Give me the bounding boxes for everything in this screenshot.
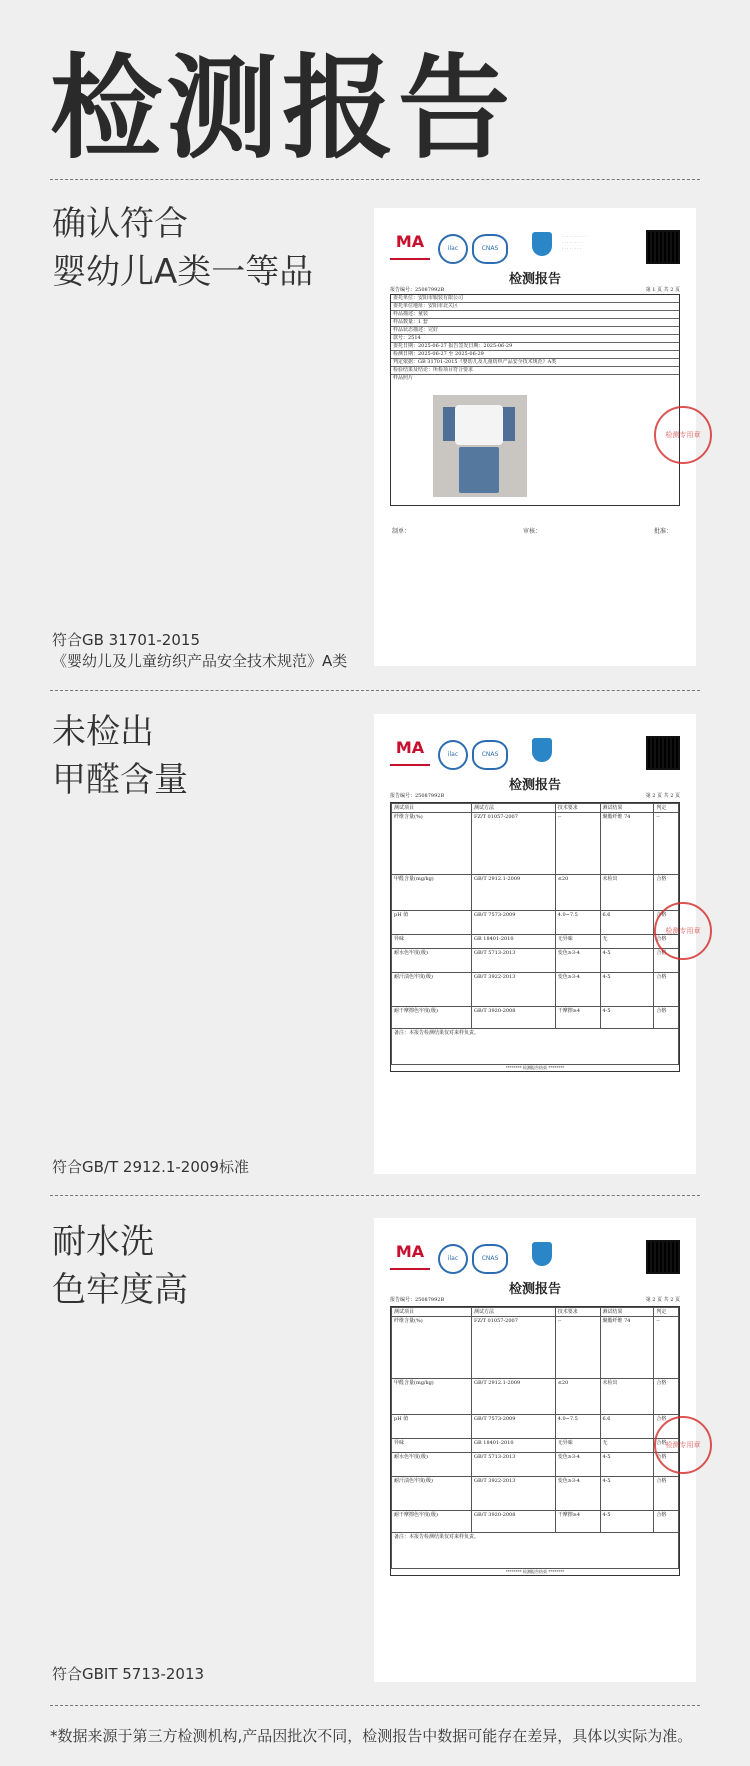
note-line-2: 《婴幼儿及儿童纺织产品安全技术规范》A类 xyxy=(52,652,348,670)
cell: GB/T 3920-2008 xyxy=(472,1511,556,1533)
cell: 无 xyxy=(600,1439,654,1453)
table-row xyxy=(392,973,679,1007)
cell: 合格 xyxy=(654,1415,679,1439)
cell: 甲醛含量(mg/kg) xyxy=(392,1379,472,1415)
cell: 合格 xyxy=(654,1007,679,1029)
cell: GB/T 2912.1-2009 xyxy=(472,875,556,911)
remark-cell: 备注：本报告检测结果仅对来样负责。 xyxy=(392,1029,679,1065)
report-image-page1 xyxy=(374,208,701,666)
cell: 耐汗渍色牢度(级) xyxy=(392,1477,472,1511)
cell: 干摩擦≥4 xyxy=(555,1007,600,1029)
certification-shield-icon xyxy=(532,232,552,256)
report-meta xyxy=(390,1296,680,1303)
report-image-page2-copy xyxy=(374,1218,701,1682)
page-indicator: 第 2 页 共 2 页 xyxy=(645,1297,680,1303)
report-title: 检测报告 xyxy=(508,778,561,793)
report-end-marker: ******** 检测报告结束 ******** xyxy=(505,1569,565,1574)
table-header: 判定 xyxy=(654,1308,679,1317)
cell: GB/T 7573-2009 xyxy=(472,911,556,935)
cell: -- xyxy=(654,1317,679,1379)
cnas-logo: CNAS xyxy=(472,234,508,264)
table-row xyxy=(392,1453,679,1477)
cell: 合格 xyxy=(654,1439,679,1453)
cell: 未检出 xyxy=(600,875,654,911)
cell: 4-5 xyxy=(600,1007,654,1029)
cell: 聚酯纤维 74 xyxy=(600,1317,654,1379)
ilac-mra-logo: ilac xyxy=(438,740,468,770)
report-logos xyxy=(390,230,686,264)
cell: GB 18401-2010 xyxy=(472,935,556,949)
cell: 合格 xyxy=(654,1511,679,1533)
table-row: 检测日期：2025-06-27 至 2025-06-29 xyxy=(391,351,679,359)
official-stamp: 检测专用章 xyxy=(654,406,712,464)
cell: 4-5 xyxy=(600,1511,654,1533)
qr-code xyxy=(646,1240,680,1274)
cell: 4.0~7.5 xyxy=(555,1415,600,1439)
signature-row xyxy=(392,526,672,535)
cell: 4.0~7.5 xyxy=(555,911,600,935)
note-line-1: 符合GB 31701-2015 xyxy=(52,631,200,649)
cell: 变色≥3-4 xyxy=(555,1453,600,1477)
table-row xyxy=(392,1511,679,1533)
table-row xyxy=(392,1415,679,1439)
table-row: 委托单位：安阳市服装有限公司 xyxy=(391,295,679,303)
cell: 4-5 xyxy=(600,949,654,973)
remark-cell: 备注：本报告检测结果仅对来样负责。 xyxy=(392,1533,679,1569)
cell: 无 xyxy=(600,935,654,949)
report-logos xyxy=(390,1240,686,1274)
cell: 甲醛含量(mg/kg) xyxy=(392,875,472,911)
report-end-marker: ******** 检测报告结束 ******** xyxy=(505,1065,565,1070)
cell: GB/T 3922-2013 xyxy=(472,973,556,1007)
table-row xyxy=(392,1029,679,1065)
cell: 耐汗渍色牢度(级) xyxy=(392,973,472,1007)
report-number: 报告编号：25087992B xyxy=(390,1297,445,1303)
cell: GB/T 2912.1-2009 xyxy=(472,1379,556,1415)
cell: 4-5 xyxy=(600,973,654,1007)
report-meta xyxy=(390,286,680,293)
report-title: 检测报告 xyxy=(508,1282,561,1297)
table-header: 测试结果 xyxy=(600,1308,654,1317)
cell: 6.6 xyxy=(600,911,654,935)
table-row: 样品描述：童装 xyxy=(391,311,679,319)
table-row xyxy=(392,1007,679,1029)
cell: ≤20 xyxy=(555,875,600,911)
certification-shield-icon xyxy=(532,738,552,762)
cnas-logo: CNAS xyxy=(472,740,508,770)
page-indicator: 第 1 页 共 2 页 xyxy=(645,287,680,293)
cell: 无异味 xyxy=(555,1439,600,1453)
report-number: 报告编号：25087992B xyxy=(390,287,445,293)
table-row: 样品照片 xyxy=(393,375,414,381)
cell: FZ/T 01057-2007 xyxy=(472,813,556,875)
test-results-table xyxy=(390,1306,680,1576)
section-heading xyxy=(52,708,188,804)
table-row: 委托日期：2025-06-27 报告签发日期：2025-06-29 xyxy=(391,343,679,351)
sample-shirt xyxy=(455,405,503,445)
cell: 合格 xyxy=(654,935,679,949)
cma-logo: MA xyxy=(390,1242,430,1270)
cell: 6.6 xyxy=(600,1415,654,1439)
cell: 变色≥3-4 xyxy=(555,949,600,973)
cell: 4-5 xyxy=(600,1477,654,1511)
table-header: 测试结果 xyxy=(600,804,654,813)
cell: GB/T 7573-2009 xyxy=(472,1415,556,1439)
cell: 合格 xyxy=(654,911,679,935)
table-header: 技术要求 xyxy=(555,1308,600,1317)
cell: 耐水色牢度(级) xyxy=(392,949,472,973)
page-title: 检测报告 xyxy=(50,44,514,174)
signature-label: 审核： xyxy=(522,528,541,535)
report-image-page2 xyxy=(374,714,701,1174)
cell: pH 值 xyxy=(392,1415,472,1439)
report-logos xyxy=(390,736,686,770)
sample-photo xyxy=(433,395,527,497)
table-row xyxy=(392,949,679,973)
table-row xyxy=(392,1439,679,1453)
section-heading xyxy=(52,200,313,296)
divider xyxy=(50,690,700,691)
table-header: 技术要求 xyxy=(555,804,600,813)
sample-sleeve xyxy=(501,407,515,441)
heading-line-1: 耐水洗 xyxy=(52,1222,154,1262)
table-row xyxy=(392,935,679,949)
cell: 异味 xyxy=(392,935,472,949)
cell: -- xyxy=(555,813,600,875)
cell: 耐干摩擦色牢度(级) xyxy=(392,1007,472,1029)
certification-shield-icon xyxy=(532,1242,552,1266)
signature-label: 批准： xyxy=(653,528,672,535)
cell: GB/T 3922-2013 xyxy=(472,1477,556,1511)
table-row xyxy=(392,813,679,875)
table-header: 测试方法 xyxy=(472,804,556,813)
cma-logo: MA xyxy=(390,232,430,260)
cell: 合格 xyxy=(654,949,679,973)
section-formaldehyde xyxy=(0,692,750,1192)
section-note xyxy=(52,630,347,672)
cell: 无异味 xyxy=(555,935,600,949)
table-row: 判定依据：GB 31701-2015《婴幼儿及儿童纺织产品安全技术规范》A类 xyxy=(391,359,679,367)
cell: 耐干摩擦色牢度(级) xyxy=(392,1511,472,1533)
report-number: 报告编号：25087992B xyxy=(390,793,445,799)
signature-label: 制单： xyxy=(392,528,411,535)
heading-line-1: 确认符合 xyxy=(52,204,188,244)
report-title: 检测报告 xyxy=(508,272,561,287)
table-row: 检验结果及结论：所检项目符合要求 xyxy=(391,367,679,375)
cell: 合格 xyxy=(654,973,679,1007)
report-info-table xyxy=(390,294,680,506)
cell: 合格 xyxy=(654,1477,679,1511)
cell: -- xyxy=(654,813,679,875)
table-header: 判定 xyxy=(654,804,679,813)
table-header: 测试方法 xyxy=(472,1308,556,1317)
lab-contact-info: · · · · · · · · · · · · · · · · · · · · · · · · · · · xyxy=(562,234,587,251)
ilac-mra-logo: ilac xyxy=(438,1244,468,1274)
cell: GB/T 5713-2013 xyxy=(472,949,556,973)
cnas-logo: CNAS xyxy=(472,1244,508,1274)
qr-code xyxy=(646,230,680,264)
table-row xyxy=(392,875,679,911)
cma-logo: MA xyxy=(390,738,430,766)
official-stamp: 检测专用章 xyxy=(654,1416,712,1474)
cell: 聚酯纤维 74 xyxy=(600,813,654,875)
section-a-class xyxy=(0,180,750,690)
disclaimer-footer: *数据来源于第三方检测机构,产品因批次不同，检测报告中数据可能存在差异，具体以实际为准。 xyxy=(50,1727,693,1745)
table-row xyxy=(392,1317,679,1379)
cell: 合格 xyxy=(654,1453,679,1477)
cell: 纤维含量(%) xyxy=(392,813,472,875)
divider xyxy=(50,1705,700,1706)
note-line-1: 符合GB/T 2912.1-2009标准 xyxy=(52,1158,249,1176)
report-meta xyxy=(390,792,680,799)
cell: 耐水色牢度(级) xyxy=(392,1453,472,1477)
section-washfastness xyxy=(0,1198,750,1698)
section-note xyxy=(52,1157,249,1178)
cell: FZ/T 01057-2007 xyxy=(472,1317,556,1379)
table-row: 样品状态描述：完好 xyxy=(391,327,679,335)
table-row: 样品数量：1 套 xyxy=(391,319,679,327)
test-results-table xyxy=(390,802,680,1072)
cell: 未检出 xyxy=(600,1379,654,1415)
heading-line-2: 色牢度高 xyxy=(52,1270,188,1310)
sample-pants xyxy=(459,447,499,493)
table-row: 委托单位地址：安阳市北关区 xyxy=(391,303,679,311)
heading-line-2: 甲醛含量 xyxy=(52,760,188,800)
table-row xyxy=(392,1477,679,1511)
table-row: 款号：2514 xyxy=(391,335,679,343)
page-indicator: 第 2 页 共 2 页 xyxy=(645,793,680,799)
note-line-1: 符合GBIT 5713-2013 xyxy=(52,1665,205,1683)
cell: 变色≥3-4 xyxy=(555,1477,600,1511)
table-header: 测试项目 xyxy=(392,1308,472,1317)
cell: 干摩擦≥4 xyxy=(555,1511,600,1533)
cell: 4-5 xyxy=(600,1453,654,1477)
cell: 纤维含量(%) xyxy=(392,1317,472,1379)
table-row xyxy=(392,1533,679,1569)
cell: 合格 xyxy=(654,1379,679,1415)
cell: 变色≥3-4 xyxy=(555,973,600,1007)
table-row xyxy=(392,911,679,935)
cell: pH 值 xyxy=(392,911,472,935)
section-heading xyxy=(52,1218,188,1314)
cell: ≤20 xyxy=(555,1379,600,1415)
cell: 合格 xyxy=(654,875,679,911)
official-stamp: 检测专用章 xyxy=(654,902,712,960)
ilac-mra-logo: ilac xyxy=(438,234,468,264)
cell: GB/T 5713-2013 xyxy=(472,1453,556,1477)
cell: GB/T 3920-2008 xyxy=(472,1007,556,1029)
cell: 异味 xyxy=(392,1439,472,1453)
heading-line-1: 未检出 xyxy=(52,712,154,752)
table-header: 测试项目 xyxy=(392,804,472,813)
section-note xyxy=(52,1664,204,1685)
cell: -- xyxy=(555,1317,600,1379)
cell: GB 18401-2010 xyxy=(472,1439,556,1453)
table-row xyxy=(392,1379,679,1415)
qr-code xyxy=(646,736,680,770)
divider xyxy=(50,1195,700,1196)
heading-line-2: 婴幼儿A类一等品 xyxy=(52,252,314,292)
